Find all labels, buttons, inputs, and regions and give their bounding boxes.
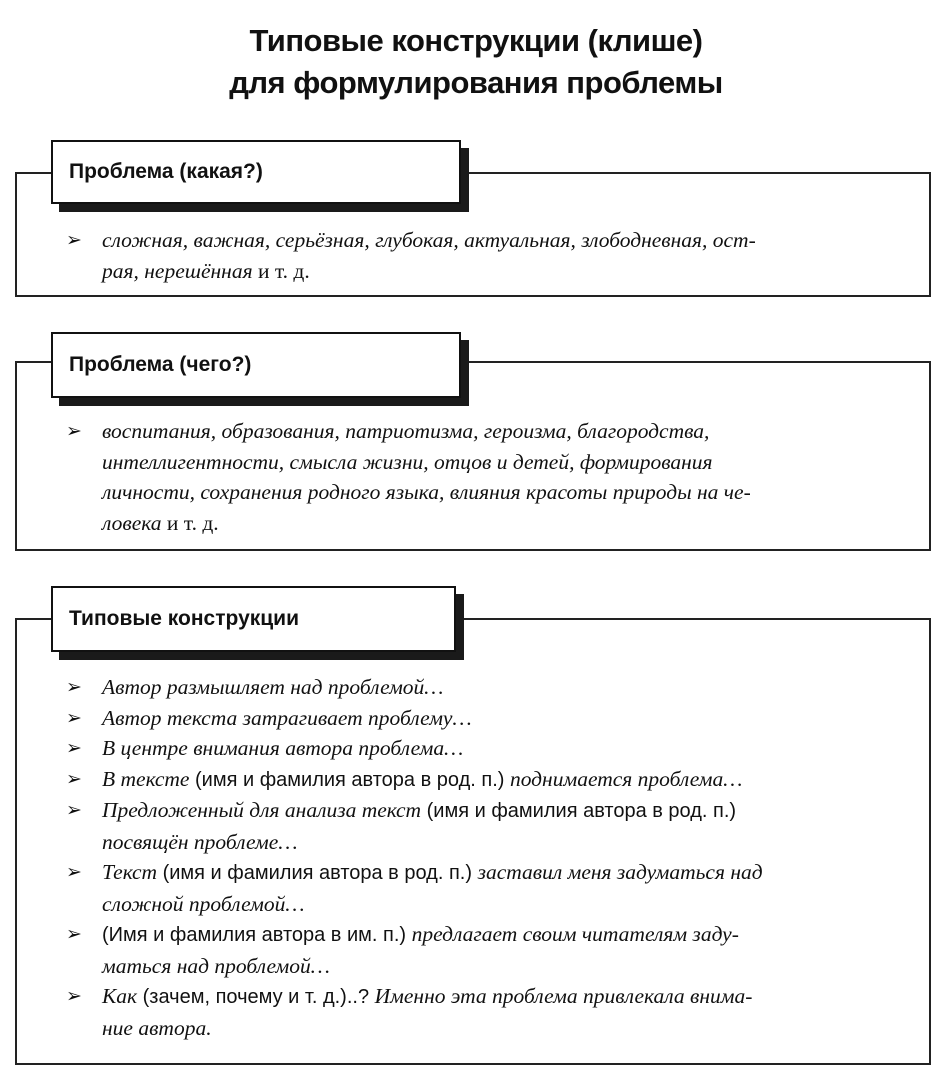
page-title [0,20,952,104]
list-item-text: В тексте [102,766,190,791]
list-item [66,416,896,538]
list-item [66,795,896,857]
arrow-bullet-icon: ➢ [66,420,82,442]
arrow-bullet-icon: ➢ [66,861,82,883]
title-line-2: для формулирования проблемы [229,65,723,100]
list-item-text: сложной проблемой… [102,891,305,916]
list-item [66,981,896,1043]
list-item-text: ние автора. [102,1015,212,1040]
list-item-text: Предложенный для анализа текст [102,798,422,822]
arrow-bullet-icon: ➢ [66,767,82,790]
list-item-text: предлагает своим читателям заду- [411,922,739,946]
arrow-bullet-icon: ➢ [66,737,82,759]
list-item-text: личности, сохранения родного языка, влияния красоты природы на че- [102,480,751,504]
list-item-text: сложная, важная, серьёзная, глубокая, актуальная, злободневная, ост- [102,228,756,252]
list-item-text: ловека [102,510,162,535]
list-item [66,703,896,734]
list-item-text: (имя и фамилия автора в род. п.) [421,800,737,822]
section-typical-constructions-list [66,672,896,1043]
list-item-text: В центре внимания автора проблема… [102,736,464,760]
section-problem-of-what-list [66,416,896,538]
list-item-text: поднимается проблема… [509,766,743,791]
list-item-text: Как [102,984,138,1008]
arrow-bullet-icon: ➢ [66,799,82,821]
list-item-text: Текст [102,860,158,884]
list-item-text: интеллигентности, смысла жизни, отцов и детей, формирования [102,449,713,474]
list-item [66,225,896,286]
list-item-text: заставил меня задуматься над [477,860,763,884]
list-item [66,857,896,919]
list-item-text: посвящён проблеме… [102,829,298,854]
section-problem-which-heading: Проблема (какая?) [51,140,461,204]
arrow-bullet-icon: ➢ [66,229,82,251]
arrow-bullet-icon: ➢ [66,923,82,945]
list-item-text: Автор размышляет над проблемой… [102,675,444,699]
list-item-text: воспитания, образования, патриотизма, героизма, благородства, [102,419,710,443]
arrow-bullet-icon: ➢ [66,676,82,698]
list-item [66,919,896,981]
list-item-text: Автор текста затрагивает проблему… [102,705,472,730]
list-item-text: маться над проблемой… [102,953,330,978]
list-item-text: (имя и фамилия автора в род. п.) [157,862,478,884]
section-problem-which-list [66,225,896,286]
list-item [66,764,896,796]
list-item [66,733,896,764]
list-item-text: (зачем, почему и т. д.)..? [137,986,375,1008]
list-item-text: (Имя и фамилия автора в им. п.) [102,924,412,946]
section-problem-of-what-heading: Проблема (чего?) [51,332,461,398]
section-typical-constructions-heading: Типовые конструкции [51,586,456,652]
list-item-text: (имя и фамилия автора в род. п.) [189,768,510,791]
title-line-1: Типовые конструкции (клише) [249,23,703,58]
arrow-bullet-icon: ➢ [66,706,82,729]
arrow-bullet-icon: ➢ [66,985,82,1007]
list-item-text: и т. д. [252,258,310,283]
list-item-text: и т. д. [161,510,219,535]
list-item [66,672,896,703]
list-item-text: рая, нерешённая [102,258,253,283]
list-item-text: Именно эта проблема привлекала внима- [374,984,753,1008]
